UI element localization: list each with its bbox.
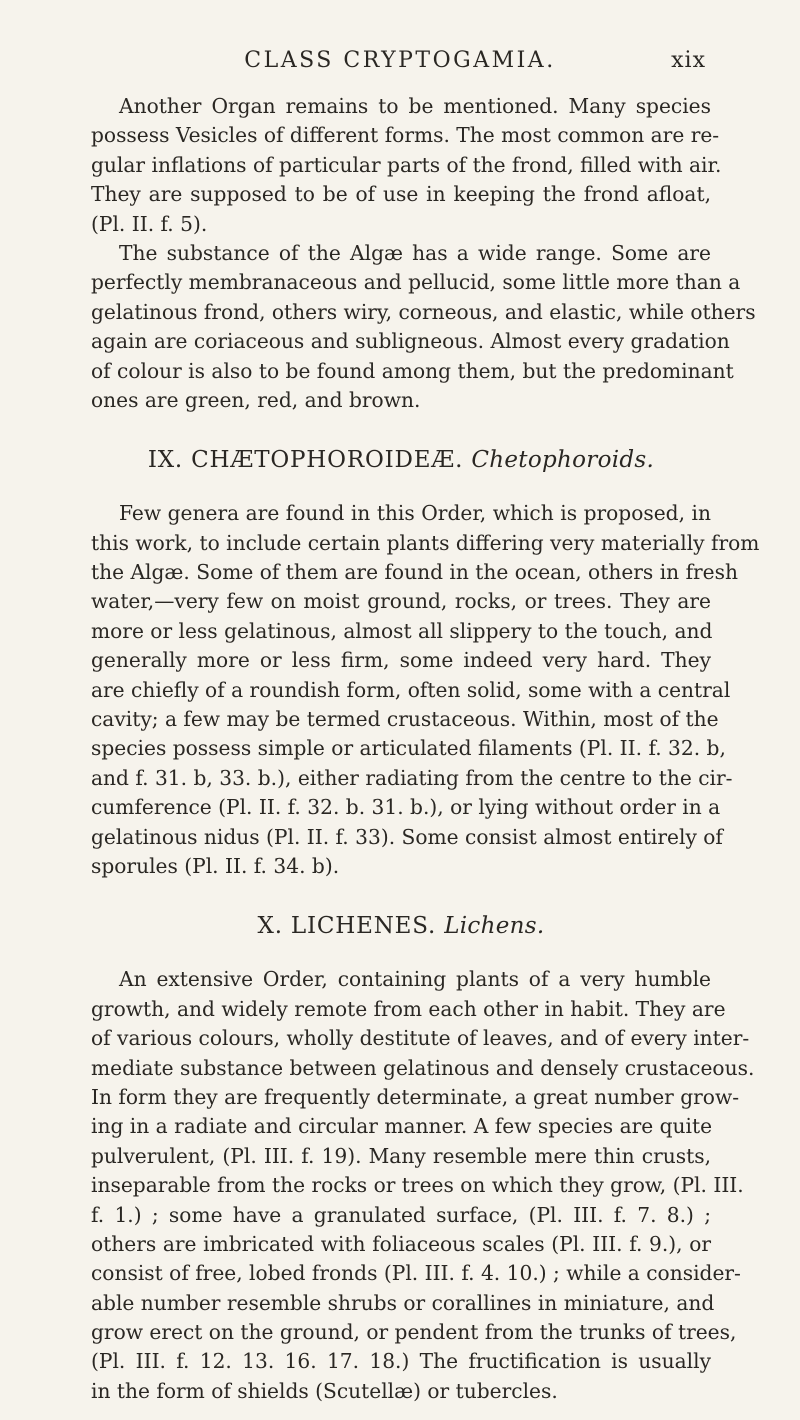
text-line: An extensive Order, containing plants of a very humble: [119, 967, 711, 992]
text-line: grow erect on the ground, or pendent from the trunks of trees,: [91, 1320, 737, 1345]
text-line: perfectly membranaceous and pellucid, some little more than a: [91, 270, 741, 295]
text-line: generally more or less firm, some indeed very hard. They: [91, 648, 711, 673]
text-line: others are imbricated with foliaceous scales (Pl. III. f. 9.), or: [91, 1231, 711, 1256]
running-head: [0, 48, 800, 88]
text-line: are chiefly of a roundish form, often solid, some with a central: [91, 677, 731, 702]
running-title: CLASS CRYPTOGAMIA.: [244, 48, 556, 73]
section-title-ix: IX. CHÆTOPHOROIDEÆ.: [147, 447, 464, 474]
section-ix-paragraph: [91, 499, 760, 881]
text-line: pulverulent, (Pl. III. f. 19). Many resemble mere thin crusts,: [91, 1143, 711, 1168]
text-line: (Pl. III. f. 12. 13. 16. 17. 18.) The fructification is usually: [91, 1349, 711, 1374]
text-line: species possess simple or articulated filaments (Pl. II. f. 32. b,: [91, 736, 726, 761]
section-x-paragraph: [91, 965, 755, 1406]
text-line: of colour is also to be found among them, but the predominant: [91, 358, 734, 383]
text-line: inseparable from the rocks or trees on which they grow, (Pl. III.: [91, 1173, 744, 1198]
text-line: water,—very few on moist ground, rocks, or trees. They are: [91, 589, 711, 614]
text-line: ones are green, red, and brown.: [91, 387, 421, 412]
text-line: cumference (Pl. II. f. 32. b. 31. b.), or lying without order in a: [91, 795, 721, 820]
intro-paragraphs: [91, 92, 756, 415]
section-heading-ix: [91, 445, 711, 475]
text-line: The substance of the Algæ has a wide range. Some are: [119, 240, 711, 265]
text-line: in the form of shields (Scutellæ) or tubercles.: [91, 1378, 558, 1403]
text-line: They are supposed to be of use in keeping the frond afloat,: [91, 182, 711, 207]
text-line: Another Organ remains to be mentioned. Many species: [119, 94, 711, 118]
section-subtitle-x: Lichens.: [444, 913, 545, 940]
text-line: possess Vesicles of different forms. The most common are re-: [91, 123, 720, 148]
text-line: growth, and widely remote from each other in habit. They are: [91, 996, 726, 1021]
text-line: sporules (Pl. II. f. 34. b).: [91, 853, 340, 878]
text-line: and f. 31. b, 33. b.), either radiating from the centre to the cir-: [91, 765, 733, 790]
section-title-x: X. LICHENES.: [257, 913, 437, 940]
body-text: [91, 92, 760, 1420]
text-line: more or less gelatinous, almost all slippery to the touch, and: [91, 618, 713, 643]
text-line: gelatinous frond, others wiry, corneous, and elastic, while others: [91, 299, 756, 324]
text-line: of various colours, wholly destitute of leaves, and of every inter-: [91, 1026, 750, 1051]
text-line: In form they are frequently determinate, a great number grow-: [91, 1084, 740, 1109]
text-line: this work, to include certain plants differing very materially from: [91, 530, 760, 555]
text-line: the Algæ. Some of them are found in the ocean, others in fresh: [91, 560, 738, 585]
text-line: ing in a radiate and circular manner. A few species are quite: [91, 1114, 713, 1139]
text-line: gular inflations of particular parts of the frond, filled with air.: [91, 152, 722, 177]
section-subtitle-ix: Chetophoroids.: [471, 447, 655, 474]
text-line: f. 1.) ; some have a granulated surface, (Pl. III. f. 7. 8.) ;: [91, 1202, 711, 1227]
text-line: Few genera are found in this Order, which is proposed, in: [119, 501, 711, 526]
text-line: gelatinous nidus (Pl. II. f. 33). Some consist almost entirely of: [91, 824, 723, 849]
page-number: xix: [671, 48, 706, 73]
text-line: again are coriaceous and subligneous. Almost every gradation: [91, 329, 730, 354]
text-line: mediate substance between gelatinous and densely crustaceous.: [91, 1055, 755, 1080]
text-line: consist of free, lobed fronds (Pl. III. f. 4. 10.) ; while a consider-: [91, 1261, 741, 1286]
text-line: able number resemble shrubs or corallines in miniature, and: [91, 1290, 715, 1315]
text-line: cavity; a few may be termed crustaceous. Within, most of the: [91, 707, 719, 732]
text-line: (Pl. II. f. 5).: [91, 211, 208, 236]
section-heading-x: [91, 911, 711, 941]
